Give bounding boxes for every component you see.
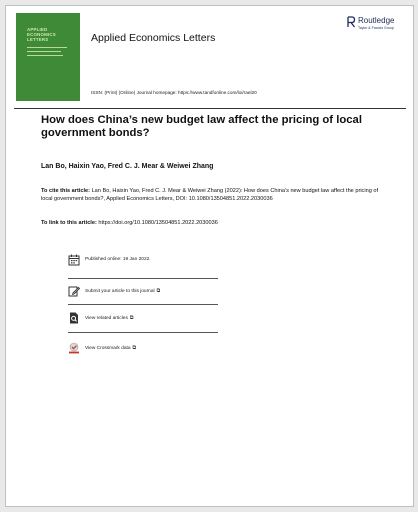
published-online-item — [68, 252, 218, 272]
related-articles-text: View related articles ⧉ — [85, 315, 134, 321]
routledge-logo-icon — [346, 16, 356, 28]
external-link-icon: ⧉ — [156, 288, 161, 294]
external-link-icon: ⧉ — [129, 315, 134, 321]
cover-rule — [27, 47, 67, 48]
publisher-subtitle: Taylor & Francis Group — [358, 26, 394, 30]
article-link-url[interactable]: https://doi.org/10.1080/13504851.2022.2030036 — [98, 220, 218, 226]
crossmark-item[interactable] — [68, 340, 218, 360]
citation-label: To cite this article: — [41, 188, 91, 194]
item-divider — [68, 304, 218, 305]
external-link-icon: ⧉ — [132, 345, 137, 351]
item-divider — [68, 278, 218, 279]
header-divider — [14, 108, 406, 109]
crossmark-text: View Crossmark data ⧉ — [85, 345, 137, 351]
journal-cover — [16, 13, 80, 101]
cover-title: APPLIED ECONOMICS LETTERS — [27, 27, 56, 42]
citation-text: Lan Bo, Haixin Yao, Fred C. J. Mear & Weiwei Zhang (2022): How does China’s new budget law affect the pricing of local government bonds?, Applied Economics Letters, DOI: 10.1080/13504851.2022.2030036 — [41, 188, 379, 202]
related-articles-item[interactable] — [68, 310, 218, 330]
document-page — [5, 5, 414, 507]
cover-rule — [27, 51, 61, 52]
item-divider — [68, 332, 218, 333]
crossmark-icon — [68, 342, 80, 354]
edit-icon — [68, 285, 80, 297]
article-link-line — [41, 220, 218, 226]
journal-title[interactable]: Applied Economics Letters — [91, 32, 216, 44]
published-online-text: Published online: 19 Jan 2022. — [85, 257, 151, 262]
article-title: How does China’s new budget law affect the pricing of local government bonds? — [41, 114, 362, 139]
submit-article-text: Submit your article to this journal ⧉ — [85, 288, 161, 294]
issn-line[interactable]: ISSN: (Print) (Online) Journal homepage: https://www.tandfonline.com/loi/rael20 — [91, 90, 257, 95]
citation-block — [41, 188, 386, 203]
routledge-logo[interactable] — [346, 16, 402, 36]
journal-header — [14, 12, 406, 108]
article-link-label: To link to this article: — [41, 220, 97, 226]
calendar-icon — [68, 254, 80, 266]
publisher-name: Routledge — [358, 16, 395, 25]
document-search-icon — [68, 312, 80, 324]
article-authors: Lan Bo, Haixin Yao, Fred C. J. Mear & Weiwei Zhang — [41, 163, 214, 170]
cover-rule — [27, 55, 63, 56]
submit-article-item[interactable] — [68, 283, 218, 303]
